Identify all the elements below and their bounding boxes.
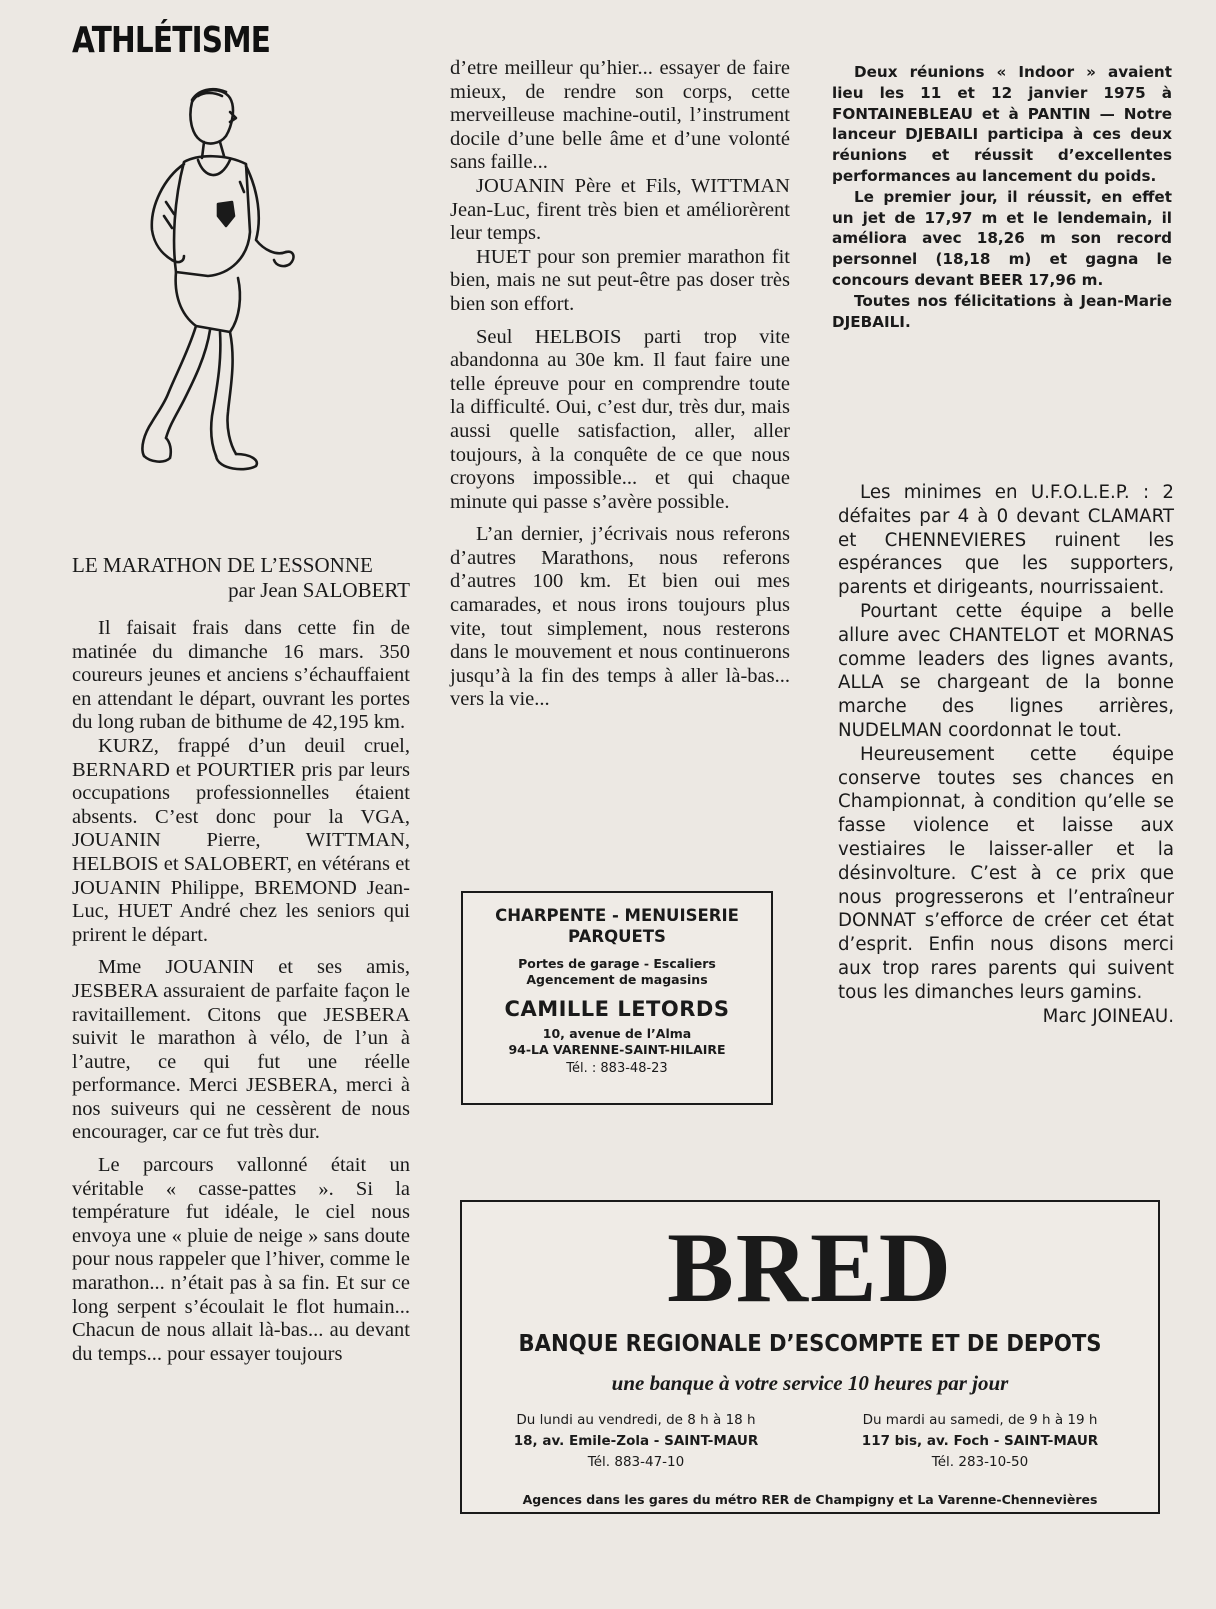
runner-illustration bbox=[80, 82, 300, 477]
bred-logo: BRED bbox=[667, 1212, 953, 1323]
minimes-paragraph: Pourtant cette équipe a belle allure avec CHANTELOT et MORNAS comme leaders des lignes avants, ALLA se chargeant de la bonne marche des lignes arrières, NUDELMAN coordonnat le tout. bbox=[838, 600, 1174, 741]
article-paragraph: Seul HELBOIS parti trop vite abandonna au 30e km. Il faut faire une telle épreuve pour en comprendre toute la difficulté. Oui, c’est dur, très dur, mais aussi quelle satisfaction, aller, aller toujours, à la conquête de ce que nous croyons impossible... et qui chaque minute qui passe s’avère possible. bbox=[450, 325, 790, 513]
minimes-paragraph: Les minimes en U.F.O.L.E.P. : 2 défaites par 4 à 0 devant CLAMART et CHENNEVIERES ruinent les espérances que les supporters, parents et dirigeants, nourrissaient. bbox=[838, 482, 1174, 599]
article-middle-column bbox=[450, 57, 790, 712]
article-author: par Jean SALOBERT bbox=[228, 578, 410, 602]
indoor-paragraph: Deux réunions « Indoor » avaient lieu les 11 et 12 janvier 1975 à FONTAINEBLEAU et à PANTIN — Notre lanceur DJEBAILI participa à ces deux réunions et réussit d’excellentes performances au lancement du poids. bbox=[832, 63, 1172, 185]
section-title: ATHLÉTISME bbox=[72, 20, 271, 61]
bred-branch bbox=[476, 1410, 796, 1473]
article-title: LE MARATHON DE L’ESSONNE bbox=[72, 553, 373, 577]
bred-slogan: une banque à votre service 10 heures par jour bbox=[611, 1371, 1009, 1395]
ad-address: 94-LA VARENNE-SAINT-HILAIRE bbox=[508, 1042, 726, 1057]
article-paragraph: Le parcours vallonné était un véritable « casse-pattes ». Si la température fut idéale, le ciel nous envoya une « pluie de neige » sans doute pour nous rappeler que l’hiver, comme le marathon... n’était pas à sa fin. Et sur ce long serpent s’écoulait le flot humain... Chacun de nous allait là-bas... au devant du temps... pour essayer toujours bbox=[72, 1154, 410, 1365]
ad-phone: Tél. : 883-48-23 bbox=[566, 1061, 668, 1076]
minimes-paragraph: Heureusement cette équipe conserve toutes ses chances en Championnat, à condition qu’elle se fasse violence et laisse aux vestiaires le laisser-aller et la désinvolture. C’est à ce prix que nous progresserons et l’entraîneur DONNAT s’efforce de créer cet état d’esprit. Enfin nous disons merci aux trop rares parents qui suivent tous les dimanches leurs gamins. bbox=[838, 743, 1174, 1003]
article-paragraph: KURZ, frappé d’un deuil cruel, BERNARD et POURTIER pris par leurs occupations professionnelles étaient absents. C’est donc pour la VGA, JOUANIN Pierre, WITTMAN, HELBOIS et SALOBERT, en vétérans et JOUANIN Philippe, BREMOND Jean-Luc, HUET André chez les seniors qui prirent le départ. bbox=[72, 734, 410, 946]
article-paragraph: Il faisait frais dans cette fin de matinée du dimanche 16 mars. 350 coureurs jeunes et anciens s’échauffaient en attendant le départ, ouvrant les portes du long ruban de bithume de 42,195 km. bbox=[72, 617, 410, 734]
ad-company-name: CAMILLE LETORDS bbox=[504, 997, 730, 1021]
bred-full-name: BANQUE REGIONALE D’ESCOMPTE ET DE DEPOTS bbox=[518, 1331, 1102, 1357]
article-paragraph: d’etre meilleur qu’hier... essayer de faire mieux, de rendre son corps, cette merveilleuse machine-outil, l’instrument docile d’une belle âme et d’une volonté sans faille... bbox=[450, 57, 790, 174]
bred-branch bbox=[820, 1410, 1140, 1473]
ad-address: 10, avenue de l’Alma bbox=[542, 1026, 692, 1041]
branch-address: 117 bis, av. Foch - SAINT-MAUR bbox=[861, 1433, 1099, 1449]
article-paragraph: L’an dernier, j’écrivais nous referons d’autres Marathons, nous referons d’autres 100 km. Et bien oui mes camarades, et nous irons toujours plus vite, tout simplement, nous resterons dans le mouvement et nous continuerons jusqu’à la fin des temps à aller là-bas... vers la vie... bbox=[450, 523, 790, 711]
ad-subline: Agencement de magasins bbox=[526, 972, 708, 987]
article-paragraph: JOUANIN Père et Fils, WITTMAN Jean-Luc, firent très bien et améliorèrent leur temps. bbox=[450, 174, 790, 245]
branch-phone: Tél. 283-10-50 bbox=[931, 1454, 1029, 1470]
bred-advertisement bbox=[460, 1200, 1160, 1514]
indoor-paragraph: Toutes nos félicitations à Jean-Marie DJEBAILI. bbox=[832, 291, 1172, 331]
ad-subline: Portes de garage - Escaliers bbox=[518, 956, 716, 971]
ad-line: CHARPENTE - MENUISERIE bbox=[495, 906, 739, 925]
branch-address: 18, av. Emile-Zola - SAINT-MAUR bbox=[513, 1433, 759, 1449]
branch-phone: Tél. 883-47-10 bbox=[587, 1454, 685, 1470]
article-paragraph: HUET pour son premier marathon fit bien, mais ne sut peut-être pas doser très bien son effort. bbox=[450, 245, 790, 315]
article-paragraph: Mme JOUANIN et ses amis, JESBERA assuraient de parfaite façon le ravitaillement. Citons que JESBERA suivit le marathon à vélo, de l’un à l’autre, ce qui fut une réelle performance. Merci JESBERA, merci à nos suiveurs qui ne cessèrent de nous encourager, car ce fut très dur. bbox=[72, 956, 410, 1144]
bred-footer: Agences dans les gares du métro RER de Champigny et La Varenne-Chennevières bbox=[522, 1492, 1098, 1507]
article-left-column bbox=[72, 553, 410, 1366]
ad-line: PARQUETS bbox=[568, 927, 666, 946]
minimes-news bbox=[838, 481, 1174, 1028]
branch-hours: Du mardi au samedi, de 9 h à 19 h bbox=[862, 1412, 1098, 1428]
letords-advertisement bbox=[461, 891, 773, 1105]
minimes-signature: Marc JOINEAU. bbox=[1042, 1005, 1174, 1027]
branch-hours: Du lundi au vendredi, de 8 h à 18 h bbox=[516, 1412, 756, 1428]
indoor-paragraph: Le premier jour, il réussit, en effet un jet de 17,97 m et le lendemain, il améliora avec 18,26 m son record personnel (18,18 m) et gagna le concours devant BEER 17,96 m. bbox=[832, 187, 1172, 289]
indoor-news bbox=[832, 62, 1172, 332]
bred-branches bbox=[462, 1410, 1158, 1480]
